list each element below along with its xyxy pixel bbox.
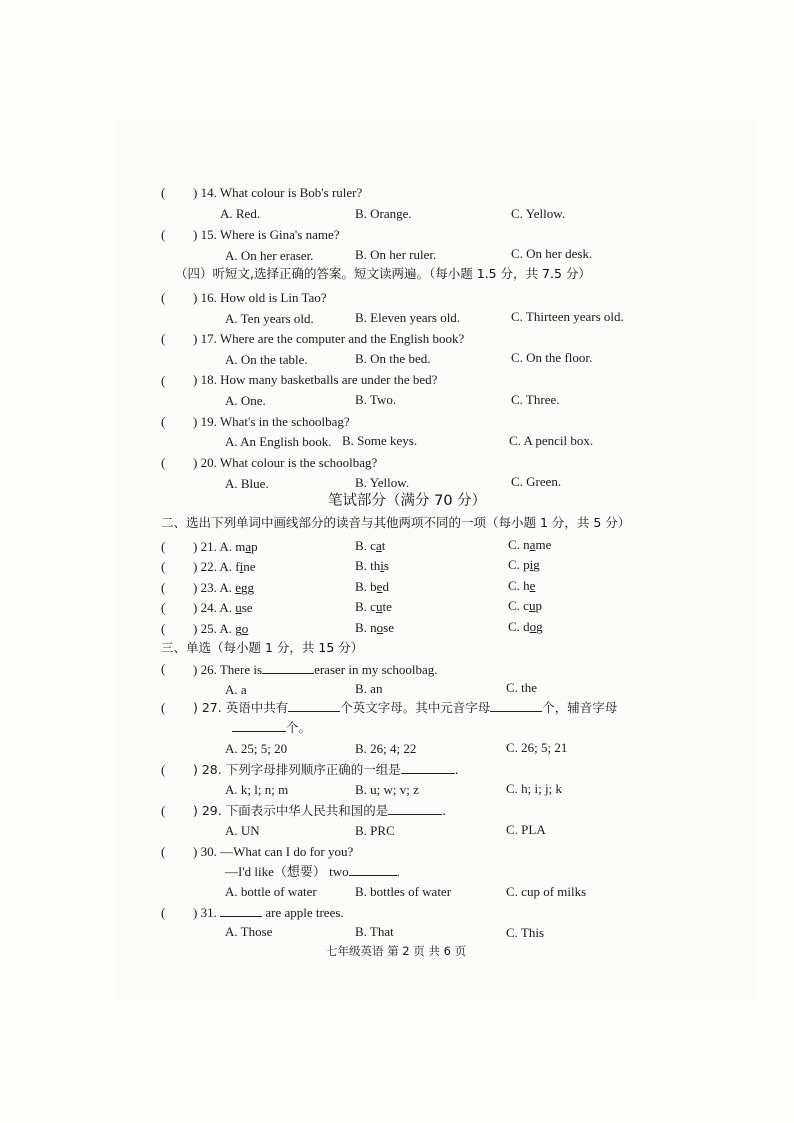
q22-option-c: C. pig [508, 557, 540, 572]
q25-option-c: C. dog [508, 619, 543, 634]
q29-option-b: B. PRC [355, 823, 395, 838]
q17-option-b: B. On the bed. [355, 351, 431, 366]
q19-stem: ) 19. What's in the schoolbag? [193, 414, 350, 429]
q29-paren: ( [161, 803, 166, 818]
q21-a-underlined: a [245, 539, 252, 554]
q15-option-a: A. On her eraser. [225, 248, 314, 263]
q19-option-b: B. Some keys. [342, 433, 418, 448]
page-footer: 七年级英语 第 2 页 共 6 页 [326, 944, 467, 958]
q27-blank-3 [232, 719, 286, 732]
q15-option-b: B. On her ruler. [355, 247, 437, 262]
q29-option-a: A. UN [225, 823, 260, 838]
q24-a-underlined: u [235, 600, 242, 615]
section3-heading: 三、单选（每小题 1 分，共 15 分） [161, 640, 364, 655]
q18-option-c: C. Three. [511, 392, 560, 407]
q22-option-b: B. this [355, 558, 389, 573]
q25-paren: ( [161, 621, 166, 636]
q27-blank-2 [490, 699, 542, 712]
q28-paren: ( [161, 762, 166, 777]
q22-paren: ( [161, 559, 166, 574]
q25-a-underlined: o [241, 621, 249, 636]
q20-option-c: C. Green. [511, 474, 562, 489]
q16-option-a: A. Ten years old. [225, 311, 314, 326]
q21-option-a: ) 21. A. map [193, 539, 258, 554]
q20-option-b: B. Yellow. [355, 475, 410, 490]
q28-answer-blank [401, 761, 455, 774]
q22-b-underlined: i [380, 558, 384, 573]
q26-option-a: A. a [225, 682, 247, 697]
q14-option-b: B. Orange. [355, 206, 412, 221]
q23-a-underlined: e [235, 580, 242, 595]
q16-option-b: B. Eleven years old. [355, 310, 461, 325]
q27-stem: ) 27. 英语中共有 个英文字母。其中元音字母 个，辅音字母 [193, 700, 618, 715]
q27-paren: ( [161, 700, 166, 715]
q23-b-underlined: e [376, 579, 383, 594]
q17-paren: ( [161, 331, 166, 346]
section4-heading: （四）听短文,选择正确的答案。短文读两遍。（每小题 1.5 分，共 7.5 分） [175, 266, 591, 281]
q15-stem: ) 15. Where is Gina's name? [193, 227, 340, 242]
q26-option-b: B. an [355, 681, 383, 696]
q21-b-underlined: a [375, 538, 382, 553]
q26-stem: ) 26. There is eraser in my schoolbag. [193, 662, 438, 677]
q29-answer-blank [388, 802, 442, 815]
q30-paren: ( [161, 844, 166, 859]
q30-option-b: B. bottles of water [355, 884, 452, 899]
q28-option-b: B. u; w; v; z [355, 782, 419, 797]
q21-option-c: C. name [508, 537, 552, 552]
q17-stem: ) 17. Where are the computer and the English book? [193, 331, 465, 346]
q19-paren: ( [161, 414, 166, 429]
q14-option-a: A. Red. [220, 206, 261, 221]
q29-stem: ) 29. 下面表示中华人民共和国的是 . [193, 803, 447, 818]
q24-b-underlined: u [375, 599, 383, 614]
q26-answer-blank [262, 661, 314, 674]
q22-c-underlined: i [529, 557, 534, 572]
q16-paren: ( [161, 290, 166, 305]
q22-option-a: ) 22. A. fine [193, 559, 256, 574]
q28-option-a: A. k; l; n; m [225, 782, 289, 797]
q21-option-b: B. cat [355, 538, 386, 553]
q22-a-underlined: i [239, 559, 244, 574]
q20-stem: ) 20. What colour is the schoolbag? [193, 455, 378, 470]
q17-option-c: C. On the floor. [511, 350, 593, 365]
q26-paren: ( [161, 661, 166, 676]
q28-option-c: C. h; i; j; k [506, 781, 562, 796]
q19-option-a: A. An English book. [225, 434, 332, 449]
q27-option-b: B. 26; 4; 22 [355, 741, 417, 756]
q18-stem: ) 18. How many basketballs are under the bed? [193, 372, 438, 387]
q30-stem-line2: —I'd like（想要） two . [225, 864, 400, 879]
q16-stem: ) 16. How old is Lin Tao? [193, 290, 327, 305]
q14-stem: ) 14. What colour is Bob's ruler? [193, 185, 363, 200]
q31-paren: ( [161, 905, 166, 920]
q25-b-underlined: o [376, 620, 384, 635]
q20-option-a: A. Blue. [225, 476, 269, 491]
q30-answer-blank [349, 863, 397, 876]
q16-option-c: C. Thirteen years old. [511, 309, 624, 324]
q23-paren: ( [161, 580, 166, 595]
q17-option-a: A. On the table. [225, 352, 308, 367]
q14-paren: ( [161, 185, 166, 200]
q30-option-a: A. bottle of water [225, 884, 317, 899]
q23-option-b: B. bed [355, 579, 389, 594]
q21-paren: ( [161, 539, 166, 554]
q19-option-c: C. A pencil box. [509, 433, 594, 448]
q23-option-c: C. he [508, 578, 536, 593]
q31-stem: ) 31. are apple trees. [193, 905, 344, 920]
q30-stem: ) 30. —What can I do for you? [193, 844, 354, 859]
q20-paren: ( [161, 455, 166, 470]
q15-paren: ( [161, 227, 166, 242]
q27-option-c: C. 26; 5; 21 [506, 740, 568, 755]
q15-option-c: C. On her desk. [511, 246, 593, 261]
q24-paren: ( [161, 600, 166, 615]
q18-paren: ( [161, 373, 166, 388]
q24-option-a: ) 24. A. use [193, 600, 253, 615]
written-section-title: 笔试部分（满分 70 分） [328, 493, 487, 509]
q25-option-b: B. nose [355, 620, 395, 635]
q30-option-c: C. cup of milks [506, 884, 587, 899]
q23-option-a: ) 23. A. egg [193, 580, 255, 595]
q24-option-b: B. cute [355, 599, 392, 614]
q25-option-a: ) 25. A. go [193, 621, 249, 636]
section2-heading: 二、选出下列单词中画线部分的读音与其他两项不同的一项（每小题 1 分，共 5 分） [161, 515, 631, 530]
q18-option-b: B. Two. [355, 392, 397, 407]
q24-option-c: C. cup [508, 598, 542, 613]
q23-c-underlined: e [529, 578, 536, 593]
q31-answer-blank [220, 904, 262, 917]
q31-option-b: B. That [355, 924, 394, 939]
q21-c-underlined: a [529, 537, 536, 552]
q29-option-c: C. PLA [506, 822, 546, 837]
q18-option-a: A. One. [225, 393, 266, 408]
q27-blank-1 [288, 699, 340, 712]
q14-option-c: C. Yellow. [511, 206, 566, 221]
q31-option-c: C. This [506, 925, 545, 940]
q27-option-a: A. 25; 5; 20 [225, 741, 288, 756]
q28-stem: ) 28. 下列字母排列顺序正确的一组是 . [193, 762, 459, 777]
q26-option-c: C. the [506, 680, 538, 695]
q27-stem-cont: 个。 [232, 719, 311, 736]
q31-option-a: A. Those [225, 924, 273, 939]
q25-c-underlined: o [529, 619, 537, 634]
q24-c-underlined: u [528, 598, 536, 613]
